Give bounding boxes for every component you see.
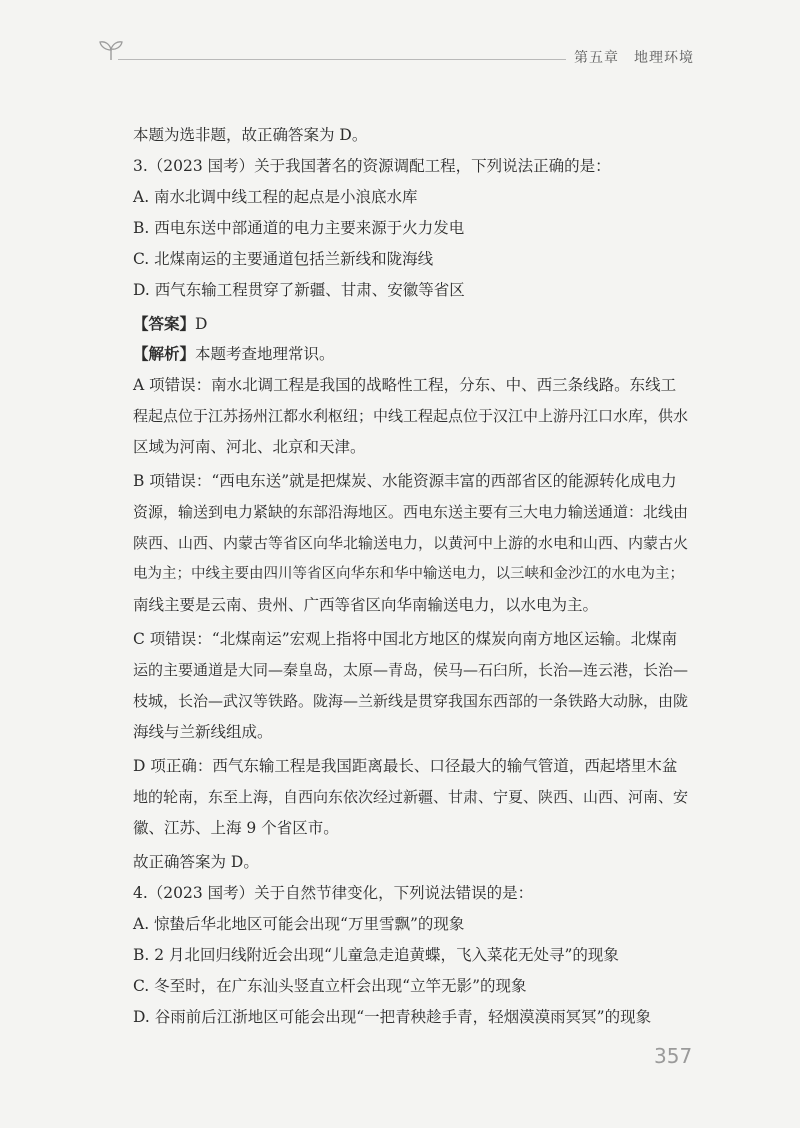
- page-number: 357: [654, 1044, 693, 1068]
- question-3-option-d: D. 西气东输工程贯穿了新疆、甘肃、安徽等省区: [133, 281, 465, 299]
- body-line: 陕西、山西、内蒙古等省区向华北输送电力，以黄河中上游的水电和山西、内蒙古火: [133, 534, 689, 552]
- question-4-option-d: D. 谷雨前后江浙地区可能会出现“一把青秧趁手青，轻烟漠漠雨冥冥”的现象: [133, 1008, 652, 1026]
- question-3-option-b: B. 西电东送中部通道的电力主要来源于火力发电: [133, 219, 465, 237]
- analysis-line: [133, 344, 335, 364]
- question-4-stem: 4.（2023 国考）关于自然节律变化，下列说法错误的是：: [133, 884, 534, 902]
- body-line: A 项错误：南水北调工程是我国的战略性工程，分东、中、西三条线路。东线工: [133, 376, 677, 394]
- analysis-label: 【解析】: [133, 344, 196, 363]
- answer-label: 【答案】: [133, 314, 196, 333]
- question-4-option-a: A. 惊蛰后华北地区可能会出现“万里雪飘”的现象: [133, 915, 465, 933]
- body-line: 资源，输送到电力紧缺的东部沿海地区。西电东送主要有三大电力输送通道：北线由: [133, 503, 689, 521]
- body-line: 区域为河南、河北、北京和天津。: [133, 438, 366, 456]
- analysis-intro: 本题考查地理常识。: [195, 345, 335, 363]
- body-line: 地的轮南，东至上海，自西向东依次经过新疆、甘肃、宁夏、陕西、山西、河南、安: [133, 788, 689, 806]
- answer-line: [133, 314, 207, 334]
- body-line: 海线与兰新线组成。: [133, 723, 273, 741]
- body-line: 南线主要是云南、贵州、广西等省区向华南输送电力，以水电为主。: [133, 596, 599, 614]
- header-divider: [118, 59, 566, 60]
- chapter-title: 第五章 地理环境: [574, 50, 694, 66]
- question-4-option-c: C. 冬至时，在广东汕头竖直立杆会出现“立竿无影”的现象: [133, 977, 527, 995]
- page-header: [0, 0, 800, 90]
- question-4-option-b: B. 2 月北回归线附近会出现“儿童急走追黄蝶，飞入菜花无处寻”的现象: [133, 946, 619, 964]
- body-line: 枝城，长治—武汉等铁路。陇海—兰新线是贯穿我国东西部的一条铁路大动脉，由陇: [133, 692, 689, 710]
- body-line: 电为主；中线主要由四川等省区向华东和华中输送电力，以三峡和金沙江的水电为主；: [133, 566, 684, 582]
- question-3-stem: 3.（2023 国考）关于我国著名的资源调配工程，下列说法正确的是：: [133, 157, 611, 175]
- body-line: C 项错误：“北煤南运”宏观上指将中国北方地区的煤炭向南方地区运输。北煤南: [133, 630, 678, 648]
- question-3-option-c: C. 北煤南运的主要通道包括兰新线和陇海线: [133, 250, 434, 268]
- body-line: D 项正确：西气东输工程是我国距离最长、口径最大的输气管道，西起塔里木盆: [133, 757, 678, 775]
- body-line: 故正确答案为 D。: [133, 853, 259, 871]
- answer-value: D: [195, 315, 208, 333]
- body-line: 运的主要通道是大同—秦皇岛，太原—青岛，侯马—石臼所，长治—连云港，长治—: [133, 661, 689, 679]
- body-line: B 项错误：“西电东送”就是把煤炭、水能资源丰富的西部省区的能源转化成电力: [133, 472, 677, 490]
- body-line: 程起点位于江苏扬州江都水利枢纽；中线工程起点位于汉江中上游丹江口水库，供水: [133, 407, 689, 425]
- question-3-option-a: A. 南水北调中线工程的起点是小浪底水库: [133, 188, 418, 206]
- body-line: 本题为选非题，故正确答案为 D。: [133, 126, 368, 144]
- body-line: 徽、江苏、上海 9 个省区市。: [133, 819, 339, 837]
